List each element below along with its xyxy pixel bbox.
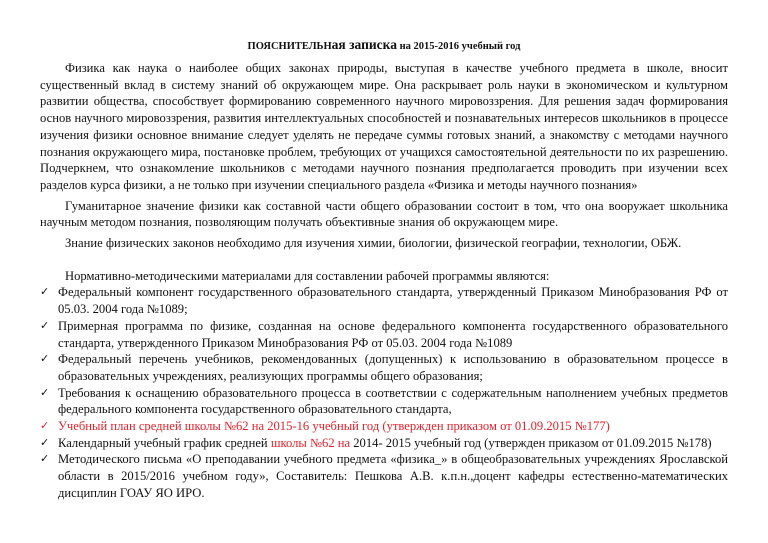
checkmark-icon: ✓ — [40, 452, 50, 466]
list-item — [40, 435, 728, 452]
list-item-text-b: 2014- 2015 учебный год (утвержден приказом от 01.09.2015 №178) — [350, 435, 712, 450]
list-item-curriculum-highlighted — [40, 418, 728, 435]
checkmark-icon: ✓ — [40, 385, 50, 399]
paragraph-physics-science: Физика как наука о наиболее общих законах природы, выступая в качестве учебного предмета в школе, вносит существенный вклад в систему знаний об окружающем мире. Она раскрывает роль науки в экономическом и культурном развитии общества, способствует формированию современного научного мировоззрения. Для решения задач формирования основ научного мировоззрения, развития интеллектуальных способностей и познавательных интересов школьников в процессе изучения физики основное внимание следует уделять не передаче суммы готовых знаний, а знакомству с методами научного познания окружающего мира, постановке проблем, требующих от учащихся самостоятельной деятельности по их разрешению. Подчеркнем, что ознакомление школьников с методами научного познания предполагается проводить при изучении всех разделов курса физики, а не только при изучении специального раздела «Физика и методы научного познания» — [40, 61, 728, 192]
list-item — [40, 284, 728, 317]
list-item — [40, 318, 728, 351]
list-item-text: Требования к оснащению образовательного процесса в соответствии с содержательным наполнением учебных предметов федерального компонента государственного образовательного стандарта, — [58, 385, 728, 417]
list-item — [40, 451, 728, 501]
list-item-text: Федеральный компонент государственного образовательного стандарта, утвержденный Приказом Минобразования РФ от 05.03. 2004 года №1089; — [58, 285, 728, 317]
paragraph-humanitarian-value: Гуманитарное значение физики как составной части общего образовании состоит в том, что она вооружает школьника научным методом познания, позволяющим получать объективные знания об окружающем мире. — [40, 198, 728, 230]
title-big: ая записка — [331, 37, 397, 52]
document-title — [40, 38, 728, 53]
list-item-text-highlight: школы №62 на — [270, 435, 351, 450]
list-item-text: Примерная программа по физике, созданная на основе федерального компонента государственного образовательного стандарта, утвержденного Приказом Минобразования РФ от 05.03. 2004 года №1089 — [58, 318, 728, 350]
checkmark-icon: ✓ — [40, 285, 50, 299]
title-suffix: на 2015-2016 учебный год — [396, 41, 521, 52]
materials-list — [40, 284, 728, 501]
title-prefix: ПОЯСНИТЕЛЬН — [247, 41, 332, 52]
checkmark-icon: ✓ — [40, 435, 50, 449]
list-item-text: Федеральный перечень учебников, рекомендованных (допущенных) к использованию в образовательном процессе в образовательных учреждениях, реализующих программы общего образования; — [58, 352, 728, 383]
list-item — [40, 385, 728, 418]
list-item-text: Методического письма «О преподавании учебного предмета «физика_» в общеобразовательных учреждениях Ярославской области в 2015/2016 учебном году», Составитель: Пешкова А.В. к.п.н.,доцент кафедры естественно-математических дисциплин ГОАУ ЯО ИРО. — [58, 452, 728, 500]
checkmark-icon: ✓ — [40, 419, 50, 433]
list-item-text-a: Календарный учебный график средней — [58, 435, 271, 450]
checkmark-icon: ✓ — [40, 318, 50, 332]
paragraph-laws-knowledge: Знание физических законов необходимо для изучения химии, биологии, физической географии, технологии, ОБЖ. — [65, 236, 682, 251]
section-spacer — [40, 256, 728, 268]
checkmark-icon: ✓ — [40, 352, 50, 366]
list-item-text: Учебный план средней школы №62 на 2015-16 учебный год (утвержден приказом от 01.09.2015 №177) — [58, 419, 610, 434]
materials-intro: Нормативно-методическими материалами для составлении рабочей программы являются: — [65, 268, 550, 283]
list-item — [40, 351, 728, 384]
